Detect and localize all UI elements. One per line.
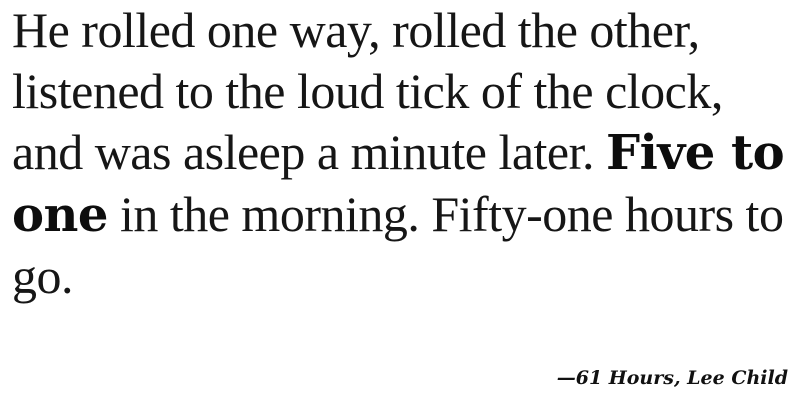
quote-part-1: He rolled one way, rolled the other, listened to the loud tick of the clock, and was asleep a minute later. [12,2,723,180]
attribution: —61 Hours, Lee Child [556,367,788,389]
quote-part-2: in the morning. Fifty-one hours to go. [12,186,784,304]
quote-emphasis: Five to one [12,125,785,243]
quote-text [12,0,792,307]
